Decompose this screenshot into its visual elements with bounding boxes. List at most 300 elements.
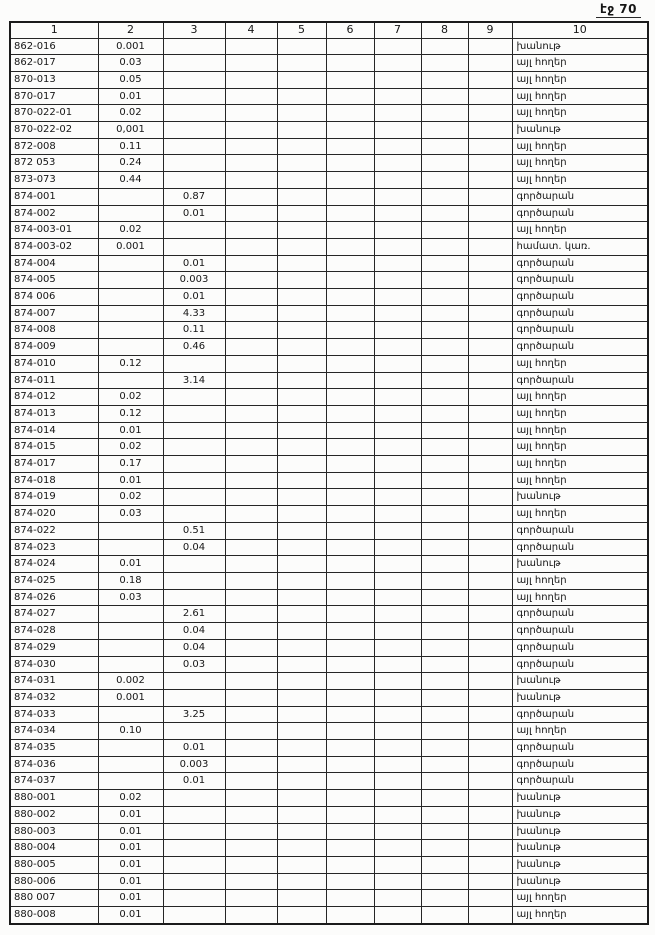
cell-empty [468, 255, 512, 272]
cell-empty [468, 522, 512, 539]
cell-empty [326, 472, 374, 489]
table-row [10, 606, 648, 623]
cell-empty [326, 790, 374, 807]
cell-empty [374, 522, 421, 539]
cell-value-col2: 0.001 [98, 238, 163, 255]
cell-value-col2 [98, 606, 163, 623]
cell-empty [326, 305, 374, 322]
cell-empty [277, 339, 326, 356]
cell-empty [374, 823, 421, 840]
cell-value-col2: 0.01 [98, 806, 163, 823]
table-row [10, 88, 648, 105]
cell-empty [421, 172, 468, 189]
cell-empty [225, 71, 277, 88]
cell-empty [374, 372, 421, 389]
cell-value-col3 [163, 405, 225, 422]
cell-empty [468, 71, 512, 88]
table-row [10, 205, 648, 222]
cell-empty [225, 606, 277, 623]
cell-empty [225, 55, 277, 72]
cell-value-col2: 0.44 [98, 172, 163, 189]
cell-value-col2 [98, 639, 163, 656]
cell-land-type: գործարան [512, 255, 648, 272]
table-row [10, 172, 648, 189]
cell-empty [277, 606, 326, 623]
cell-empty [421, 556, 468, 573]
cell-empty [225, 439, 277, 456]
cell-parcel-code: 874-033 [10, 706, 98, 723]
cell-empty [225, 539, 277, 556]
cell-value-col3 [163, 573, 225, 590]
cell-value-col3: 0.003 [163, 272, 225, 289]
cell-empty [277, 840, 326, 857]
cell-empty [225, 155, 277, 172]
cell-empty [421, 823, 468, 840]
cell-empty [421, 55, 468, 72]
cell-empty [225, 339, 277, 356]
cell-land-type: գործարան [512, 656, 648, 673]
cell-empty [421, 88, 468, 105]
cell-value-col3 [163, 88, 225, 105]
cell-land-type: խանութ [512, 806, 648, 823]
cell-empty [374, 155, 421, 172]
cell-land-type: այլ հողեր [512, 172, 648, 189]
cell-empty [326, 673, 374, 690]
cell-empty [225, 689, 277, 706]
cell-empty [277, 706, 326, 723]
cell-value-col2: 0.02 [98, 105, 163, 122]
cell-empty [468, 890, 512, 907]
cell-empty [326, 890, 374, 907]
cell-empty [421, 289, 468, 306]
cell-empty [277, 907, 326, 924]
cell-value-col3 [163, 556, 225, 573]
cell-value-col2 [98, 188, 163, 205]
cell-empty [277, 372, 326, 389]
cell-value-col2 [98, 756, 163, 773]
cell-value-col3 [163, 456, 225, 473]
cell-empty [468, 472, 512, 489]
cell-value-col3: 4.33 [163, 305, 225, 322]
cell-empty [225, 639, 277, 656]
cell-empty [225, 472, 277, 489]
cell-empty [468, 88, 512, 105]
cell-empty [468, 806, 512, 823]
cell-land-type: այլ հողեր [512, 589, 648, 606]
cell-value-col3: 0.11 [163, 322, 225, 339]
cell-empty [468, 38, 512, 55]
cell-empty [468, 489, 512, 506]
cell-empty [225, 272, 277, 289]
cell-empty [326, 823, 374, 840]
cell-parcel-code: 874-001 [10, 188, 98, 205]
cell-value-col2 [98, 539, 163, 556]
cell-parcel-code: 874-030 [10, 656, 98, 673]
cell-empty [374, 756, 421, 773]
cell-empty [374, 355, 421, 372]
cell-empty [277, 623, 326, 640]
cell-empty [277, 355, 326, 372]
cell-empty [421, 856, 468, 873]
cell-empty [225, 756, 277, 773]
cell-land-type: այլ հողեր [512, 389, 648, 406]
cell-empty [277, 673, 326, 690]
cell-empty [225, 506, 277, 523]
cell-empty [374, 172, 421, 189]
cell-parcel-code: 880-004 [10, 840, 98, 857]
cell-empty [326, 188, 374, 205]
column-header-6: 6 [326, 22, 374, 38]
cell-empty [421, 222, 468, 239]
cell-value-col3 [163, 907, 225, 924]
cell-value-col3 [163, 890, 225, 907]
cell-empty [225, 38, 277, 55]
cell-value-col3 [163, 138, 225, 155]
cell-value-col3: 0.01 [163, 773, 225, 790]
cell-empty [225, 205, 277, 222]
table-row [10, 840, 648, 857]
table-row [10, 740, 648, 757]
column-header-5: 5 [277, 22, 326, 38]
cell-value-col3 [163, 172, 225, 189]
cell-empty [326, 71, 374, 88]
cell-land-type: այլ հողեր [512, 723, 648, 740]
cell-value-col2: 0.17 [98, 456, 163, 473]
cell-empty [421, 756, 468, 773]
cell-empty [374, 138, 421, 155]
cell-parcel-code: 874 006 [10, 289, 98, 306]
cell-empty [468, 773, 512, 790]
cell-empty [374, 489, 421, 506]
cell-empty [326, 740, 374, 757]
cell-empty [374, 305, 421, 322]
cell-empty [421, 205, 468, 222]
cell-empty [468, 389, 512, 406]
cell-empty [374, 405, 421, 422]
cell-land-type: խանութ [512, 38, 648, 55]
cell-empty [468, 339, 512, 356]
cell-empty [326, 756, 374, 773]
cell-empty [326, 172, 374, 189]
cell-empty [374, 689, 421, 706]
cell-empty [374, 723, 421, 740]
cell-empty [225, 222, 277, 239]
cell-empty [225, 773, 277, 790]
cell-empty [277, 105, 326, 122]
cell-value-col2: 0.03 [98, 589, 163, 606]
cell-empty [277, 405, 326, 422]
cell-empty [225, 806, 277, 823]
cell-parcel-code: 870-017 [10, 88, 98, 105]
cell-empty [421, 639, 468, 656]
cell-empty [225, 890, 277, 907]
cell-empty [421, 472, 468, 489]
cell-empty [277, 238, 326, 255]
cell-empty [326, 289, 374, 306]
cell-empty [468, 289, 512, 306]
cell-empty [374, 656, 421, 673]
cell-empty [374, 506, 421, 523]
cell-empty [277, 823, 326, 840]
cell-parcel-code: 874-014 [10, 422, 98, 439]
table-row [10, 856, 648, 873]
cell-land-type: այլ հողեր [512, 890, 648, 907]
cell-value-col2: 0.12 [98, 355, 163, 372]
cell-parcel-code: 872 053 [10, 155, 98, 172]
cell-value-col3 [163, 806, 225, 823]
cell-empty [374, 272, 421, 289]
cell-value-col2: 0.03 [98, 55, 163, 72]
cell-empty [468, 873, 512, 890]
cell-empty [225, 122, 277, 139]
cell-empty [421, 539, 468, 556]
table-row [10, 806, 648, 823]
cell-value-col3: 0.87 [163, 188, 225, 205]
table-row [10, 289, 648, 306]
cell-parcel-code: 880-003 [10, 823, 98, 840]
column-header-2: 2 [98, 22, 163, 38]
cell-empty [374, 55, 421, 72]
cell-value-col2: 0.02 [98, 790, 163, 807]
table-row [10, 55, 648, 72]
cell-empty [326, 639, 374, 656]
cell-empty [421, 372, 468, 389]
cell-empty [277, 155, 326, 172]
cell-value-col2: 0,001 [98, 122, 163, 139]
cell-value-col2 [98, 706, 163, 723]
cell-empty [277, 422, 326, 439]
cell-empty [421, 155, 468, 172]
cell-empty [468, 790, 512, 807]
cell-value-col2: 0.01 [98, 88, 163, 105]
cell-land-type: խանութ [512, 840, 648, 857]
cell-empty [421, 38, 468, 55]
cell-parcel-code: 874-028 [10, 623, 98, 640]
cell-empty [421, 272, 468, 289]
cell-land-type: խանութ [512, 689, 648, 706]
cell-value-col3 [163, 823, 225, 840]
cell-empty [277, 873, 326, 890]
cell-land-type: այլ հողեր [512, 355, 648, 372]
table-row [10, 556, 648, 573]
cell-empty [374, 422, 421, 439]
cell-parcel-code: 874-003-02 [10, 238, 98, 255]
cell-land-type: այլ հողեր [512, 71, 648, 88]
table-row [10, 405, 648, 422]
cell-empty [326, 773, 374, 790]
cell-land-type: խանութ [512, 673, 648, 690]
cell-empty [468, 606, 512, 623]
cell-parcel-code: 874-027 [10, 606, 98, 623]
cell-empty [421, 623, 468, 640]
cell-empty [374, 105, 421, 122]
cell-value-col3 [163, 689, 225, 706]
cell-empty [468, 372, 512, 389]
table-row [10, 623, 648, 640]
cell-empty [421, 422, 468, 439]
cell-land-type: խանութ [512, 556, 648, 573]
cell-empty [468, 405, 512, 422]
cell-empty [421, 322, 468, 339]
cell-empty [277, 222, 326, 239]
page-number-label: էջ 70 [596, 2, 641, 18]
table-row [10, 756, 648, 773]
cell-empty [374, 623, 421, 640]
cell-value-col2 [98, 773, 163, 790]
table-row [10, 773, 648, 790]
cell-empty [421, 305, 468, 322]
cell-parcel-code: 874-009 [10, 339, 98, 356]
cell-value-col2: 0.11 [98, 138, 163, 155]
cell-land-type: գործարան [512, 289, 648, 306]
cell-parcel-code: 880-006 [10, 873, 98, 890]
cell-value-col2: 0.02 [98, 222, 163, 239]
table-row [10, 439, 648, 456]
cell-empty [277, 88, 326, 105]
cell-value-col3: 0.003 [163, 756, 225, 773]
table-row [10, 122, 648, 139]
table-row [10, 71, 648, 88]
table-row [10, 138, 648, 155]
cell-land-type: գործարան [512, 272, 648, 289]
cell-empty [326, 372, 374, 389]
cell-value-col3 [163, 439, 225, 456]
cell-empty [277, 756, 326, 773]
cell-empty [277, 38, 326, 55]
cell-empty [468, 205, 512, 222]
cell-empty [277, 589, 326, 606]
cell-empty [468, 907, 512, 924]
cell-empty [326, 456, 374, 473]
cell-empty [374, 472, 421, 489]
cell-value-col3 [163, 589, 225, 606]
cell-empty [421, 773, 468, 790]
cell-empty [468, 823, 512, 840]
cell-empty [277, 305, 326, 322]
cell-empty [326, 623, 374, 640]
cell-empty [326, 689, 374, 706]
cell-value-col3 [163, 105, 225, 122]
cell-empty [374, 556, 421, 573]
cell-value-col2 [98, 522, 163, 539]
cell-land-type: խանութ [512, 790, 648, 807]
cell-parcel-code: 874-031 [10, 673, 98, 690]
cell-value-col2 [98, 289, 163, 306]
table-row [10, 573, 648, 590]
cell-value-col2: 0.01 [98, 472, 163, 489]
cell-empty [225, 322, 277, 339]
table-row [10, 907, 648, 924]
cell-land-type: այլ հողեր [512, 222, 648, 239]
cell-empty [225, 105, 277, 122]
cell-parcel-code: 874-015 [10, 439, 98, 456]
table-row [10, 890, 648, 907]
table-row [10, 656, 648, 673]
cell-empty [277, 573, 326, 590]
cell-empty [374, 439, 421, 456]
cell-empty [421, 589, 468, 606]
cell-empty [225, 790, 277, 807]
cell-land-type: գործարան [512, 372, 648, 389]
cell-value-col2: 0.03 [98, 506, 163, 523]
table-header-row [10, 22, 648, 38]
cell-parcel-code: 874-024 [10, 556, 98, 573]
cell-empty [277, 472, 326, 489]
cell-empty [277, 489, 326, 506]
table-row [10, 255, 648, 272]
cell-empty [225, 556, 277, 573]
cell-empty [421, 255, 468, 272]
cell-empty [468, 238, 512, 255]
cell-empty [374, 706, 421, 723]
cell-value-col2 [98, 339, 163, 356]
cell-empty [374, 88, 421, 105]
cell-empty [468, 422, 512, 439]
cell-value-col2: 0.02 [98, 439, 163, 456]
cell-empty [421, 706, 468, 723]
cell-empty [277, 656, 326, 673]
table-row [10, 155, 648, 172]
cell-empty [326, 856, 374, 873]
cell-empty [225, 856, 277, 873]
cell-land-type: այլ հողեր [512, 573, 648, 590]
cell-empty [326, 322, 374, 339]
cell-empty [326, 840, 374, 857]
cell-land-type: գործարան [512, 522, 648, 539]
cell-land-type: այլ հողեր [512, 456, 648, 473]
cell-empty [468, 723, 512, 740]
cell-empty [277, 639, 326, 656]
cell-value-col3 [163, 38, 225, 55]
cell-land-type: այլ հողեր [512, 405, 648, 422]
cell-empty [277, 138, 326, 155]
cell-empty [421, 790, 468, 807]
cell-empty [326, 272, 374, 289]
cell-empty [225, 238, 277, 255]
table-row [10, 456, 648, 473]
cell-land-type: գործարան [512, 773, 648, 790]
cell-empty [468, 573, 512, 590]
cell-value-col2 [98, 272, 163, 289]
cell-value-col3 [163, 222, 225, 239]
cell-empty [468, 706, 512, 723]
cell-empty [225, 873, 277, 890]
table-row [10, 522, 648, 539]
cell-empty [374, 456, 421, 473]
cell-land-type: գործարան [512, 539, 648, 556]
cell-empty [421, 339, 468, 356]
cell-empty [421, 723, 468, 740]
cell-empty [277, 539, 326, 556]
cell-value-col2: 0.01 [98, 907, 163, 924]
cell-value-col3 [163, 840, 225, 857]
cell-empty [421, 506, 468, 523]
cell-value-col3: 0.51 [163, 522, 225, 539]
cell-parcel-code: 870-013 [10, 71, 98, 88]
cell-empty [225, 456, 277, 473]
cell-empty [421, 105, 468, 122]
cell-empty [421, 439, 468, 456]
table-row [10, 673, 648, 690]
cell-empty [326, 439, 374, 456]
cell-parcel-code: 880-008 [10, 907, 98, 924]
cell-empty [374, 856, 421, 873]
cell-parcel-code: 874-008 [10, 322, 98, 339]
cell-value-col2: 0.01 [98, 873, 163, 890]
cell-land-type: գործարան [512, 322, 648, 339]
cell-empty [421, 840, 468, 857]
cell-land-type: այլ հողեր [512, 472, 648, 489]
